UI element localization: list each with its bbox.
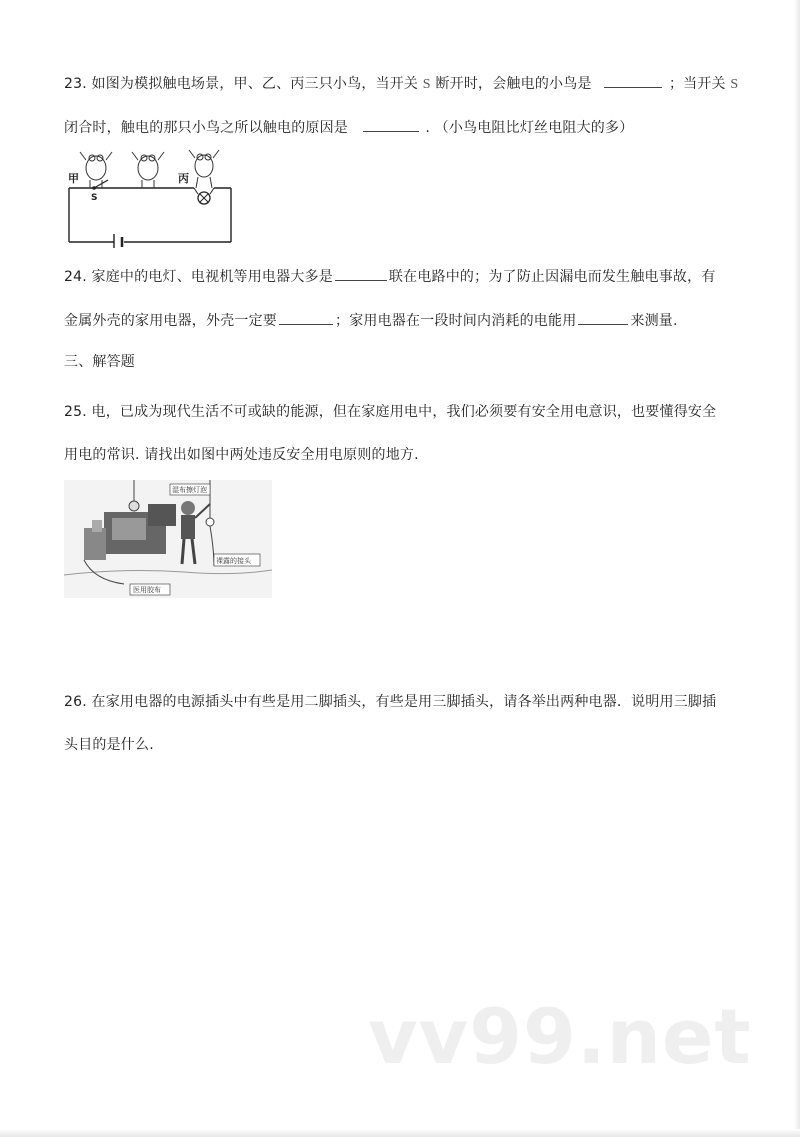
q25-line-1: 25. 电，已成为现代生活不可或缺的能源，但在家庭用电中，我们必须要有安全用电意识，也要懂得安全 [64, 404, 717, 420]
q23-line-1 [64, 73, 738, 95]
q23-text-a: 23. 如图为模拟触电场景，甲、乙、丙三只小鸟，当开关 [64, 76, 419, 92]
page-edge-bottom [0, 1129, 800, 1137]
bird-bing [189, 150, 219, 188]
q24-line-1 [64, 266, 716, 287]
q23-text-e: . （小鸟电阻比灯丝电阻大的多） [425, 120, 634, 136]
q25-line-2: 用电的常识. 请找出如图中两处违反安全用电原则的地方. [64, 447, 419, 463]
fig-label-top: 湿布擦灯泡 [172, 486, 207, 494]
bird-jia [80, 152, 112, 188]
q25-household-figure [64, 480, 272, 598]
q23-blank-1[interactable] [604, 73, 662, 88]
q23-text-b: 断开时，会触电的小鸟是 [435, 76, 592, 92]
fig-label-right: 裸露的接头 [216, 557, 251, 565]
q24-line-2 [64, 310, 678, 331]
q26-line-1: 26. 在家用电器的电源插头中有些是用二脚插头，有些是用三脚插头，请各举出两种电器．说明用三脚插 [64, 694, 717, 710]
q23-circuit-figure [64, 148, 236, 248]
q23-text-c: ；当开关 [668, 76, 726, 92]
bird-yi [132, 152, 164, 188]
label-bing: 丙 [178, 172, 189, 185]
section-title: 三、解答题 [64, 354, 135, 370]
q24-blank-2[interactable] [279, 310, 333, 325]
fig-label-bottom: 医用胶布 [133, 586, 161, 594]
q24-text-e: 来测量. [630, 313, 678, 329]
watermark: vv99.net [368, 992, 752, 1081]
label-jia: 甲 [68, 172, 79, 185]
q24-blank-3[interactable] [578, 310, 628, 325]
q23-switch-s2: S [730, 77, 739, 92]
q24-text-a: 24. 家庭中的电灯、电视机等用电器大多是 [64, 269, 333, 285]
q24-text-d: ；家用电器在一段时间内消耗的电能用 [335, 313, 577, 329]
page-edge-right [794, 0, 800, 1137]
q24-blank-1[interactable] [335, 266, 387, 281]
q23-line-2 [64, 117, 633, 138]
q26-line-2: 头目的是什么. [64, 737, 154, 753]
q23-text-d: 闭合时，触电的那只小鸟之所以触电的原因是 [64, 120, 348, 136]
q24-text-b: 联在电路中的；为了防止因漏电而发生触电事故，有 [388, 269, 716, 285]
label-s: S [91, 193, 98, 203]
q24-text-c: 金属外壳的家用电器，外壳一定要 [64, 313, 277, 329]
q23-blank-2[interactable] [363, 117, 419, 132]
q23-switch-s: S [422, 77, 431, 92]
